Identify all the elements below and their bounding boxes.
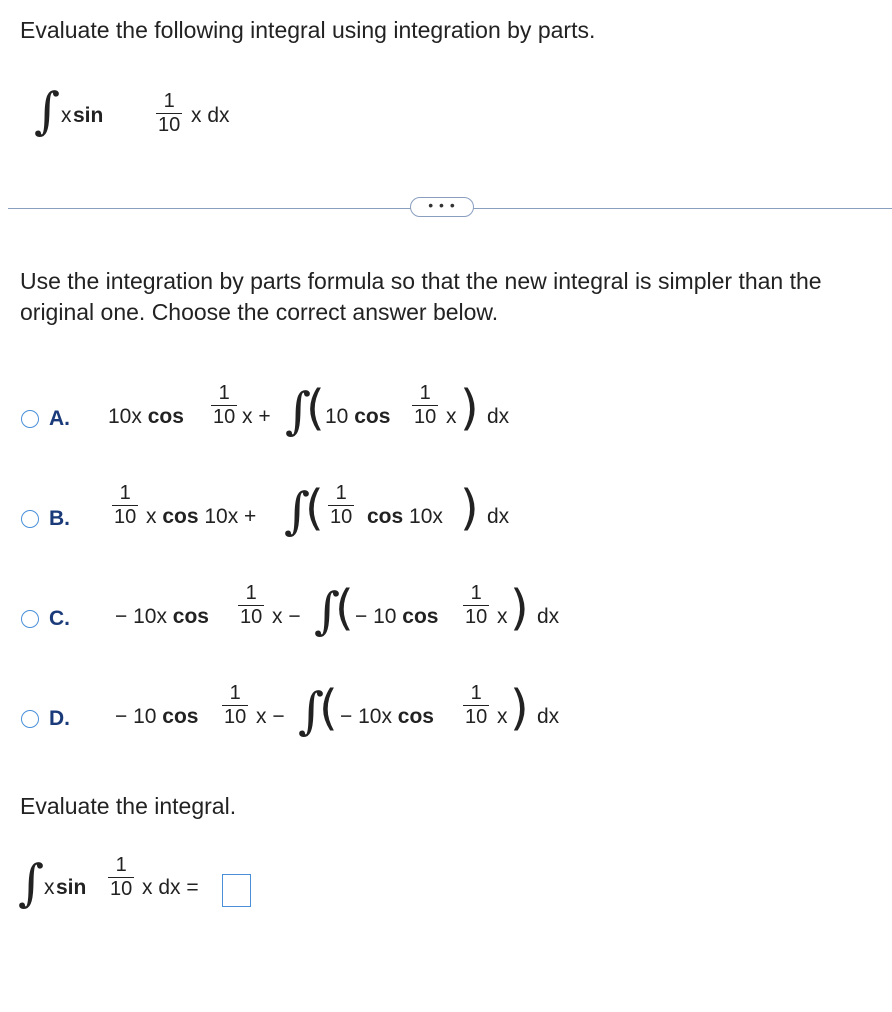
lead-tail: x + bbox=[242, 405, 271, 428]
numerator: 1 bbox=[229, 682, 241, 704]
denominator: 10 bbox=[330, 506, 353, 528]
integral-sign-icon: ∫ bbox=[285, 382, 312, 440]
left-paren-icon: ( bbox=[306, 380, 325, 436]
left-paren-icon: ( bbox=[319, 680, 338, 736]
numerator: 1 bbox=[218, 382, 230, 404]
inner-lead: 10 cos bbox=[325, 405, 391, 428]
dx: dx bbox=[487, 505, 510, 528]
integrand-prefix: x bbox=[61, 104, 72, 127]
numerator: 1 bbox=[470, 582, 482, 604]
radio-d[interactable] bbox=[21, 710, 39, 728]
integrand-suffix: x dx bbox=[191, 104, 230, 127]
numerator: 1 bbox=[245, 582, 257, 604]
denominator: 10 bbox=[224, 706, 247, 728]
inner-tail: x bbox=[497, 605, 508, 628]
left-paren-icon: ( bbox=[335, 580, 354, 636]
integral-sign-icon: ∫ bbox=[314, 582, 341, 640]
numerator: 1 bbox=[419, 382, 431, 404]
lead-fraction bbox=[238, 583, 264, 627]
right-paren-icon: ) bbox=[460, 380, 479, 436]
choice-lead bbox=[108, 405, 184, 429]
integral-sign-icon: ∫ bbox=[34, 82, 61, 140]
func-name: sin bbox=[73, 104, 104, 127]
integrand-prefix: x bbox=[44, 876, 55, 899]
numerator: 1 bbox=[470, 682, 482, 704]
lead-fraction bbox=[112, 483, 138, 527]
lead-tail: x − bbox=[256, 705, 285, 728]
fraction-numerator: 1 bbox=[163, 90, 175, 112]
choice-lead-text: 10x cos bbox=[108, 405, 184, 428]
inner-fraction bbox=[412, 383, 438, 427]
radio-c[interactable] bbox=[21, 610, 39, 628]
right-paren-icon: ) bbox=[510, 580, 529, 636]
right-paren-icon: ) bbox=[460, 480, 479, 536]
choice-letter: A. bbox=[49, 407, 70, 430]
integral-sign-icon: ∫ bbox=[298, 682, 325, 740]
numerator: 1 bbox=[119, 482, 131, 504]
inner-fraction bbox=[463, 583, 489, 627]
radio-b[interactable] bbox=[21, 510, 39, 528]
lead-tail: x − bbox=[272, 605, 301, 628]
denominator: 10 bbox=[465, 706, 488, 728]
more-options-button[interactable]: • • • bbox=[410, 197, 474, 217]
inner-tail: x bbox=[497, 705, 508, 728]
denominator: 10 bbox=[213, 406, 236, 428]
part2-instruction: Evaluate the integral. bbox=[20, 793, 237, 819]
choice-letter: D. bbox=[49, 707, 70, 730]
inner-tail: cos 10x bbox=[367, 505, 443, 528]
lead-fraction bbox=[222, 683, 248, 727]
lead-fraction bbox=[211, 383, 237, 427]
inner-fraction bbox=[328, 483, 354, 527]
choice-letter: B. bbox=[49, 507, 70, 530]
integrand-suffix: x dx = bbox=[142, 876, 199, 899]
fraction-denominator: 10 bbox=[110, 878, 133, 900]
choice-lead: − 10 cos bbox=[115, 705, 199, 728]
inner-tail: x bbox=[446, 405, 457, 428]
denominator: 10 bbox=[240, 606, 263, 628]
choice-letter: C. bbox=[49, 607, 70, 630]
choice-lead: − 10x cos bbox=[115, 605, 209, 628]
inner-fraction bbox=[463, 683, 489, 727]
dx: dx bbox=[487, 405, 510, 428]
lead-tail: x cos 10x + bbox=[146, 505, 257, 528]
radio-a[interactable] bbox=[21, 410, 39, 428]
inner-lead: − 10x cos bbox=[340, 705, 434, 728]
right-paren-icon: ) bbox=[510, 680, 529, 736]
integral-sign-icon: ∫ bbox=[18, 854, 45, 912]
integral-sign-icon: ∫ bbox=[284, 482, 311, 540]
part1-instruction: Use the integration by parts formula so that the new integral is simpler than the original one. Choose the correct answer below. bbox=[20, 268, 822, 325]
denominator: 10 bbox=[114, 506, 137, 528]
fraction-denominator: 10 bbox=[158, 114, 181, 136]
question-instruction: Evaluate the following integral using integration by parts. bbox=[20, 17, 596, 43]
numerator: 1 bbox=[335, 482, 347, 504]
dx: dx bbox=[537, 705, 560, 728]
fraction bbox=[156, 91, 182, 135]
fraction-numerator: 1 bbox=[115, 854, 127, 876]
fraction bbox=[108, 855, 134, 899]
inner-lead: − 10 cos bbox=[355, 605, 439, 628]
answer-input[interactable] bbox=[222, 874, 251, 907]
func-name: sin bbox=[56, 876, 87, 899]
denominator: 10 bbox=[414, 406, 437, 428]
dx: dx bbox=[537, 605, 560, 628]
left-paren-icon: ( bbox=[305, 480, 324, 536]
denominator: 10 bbox=[465, 606, 488, 628]
